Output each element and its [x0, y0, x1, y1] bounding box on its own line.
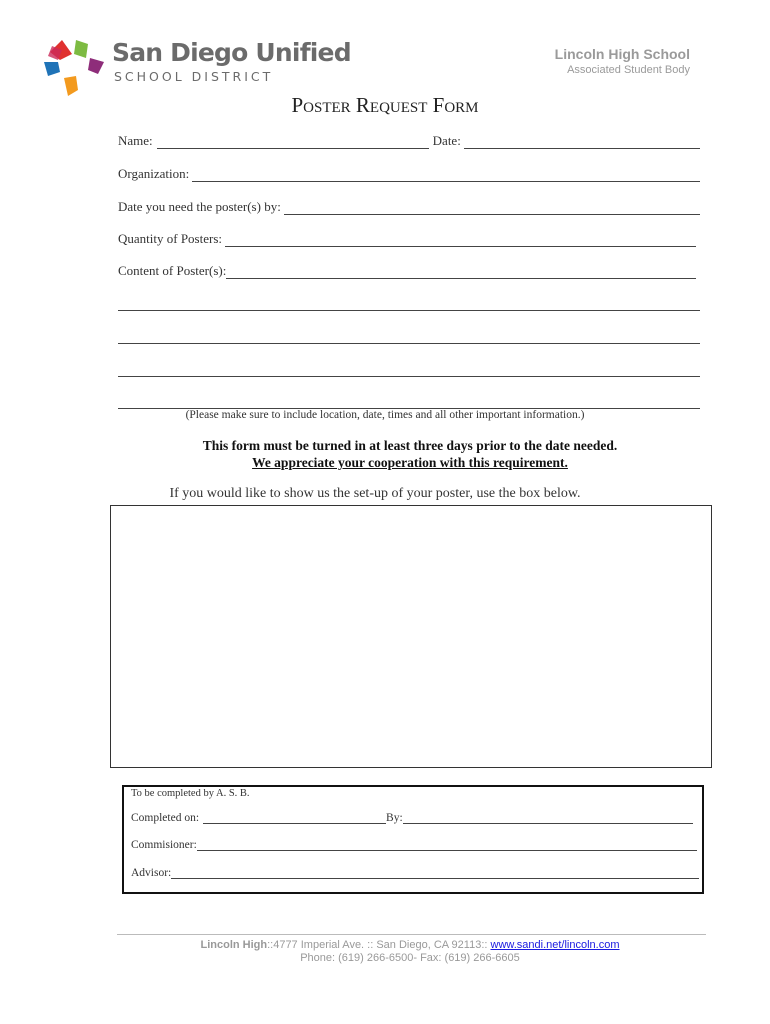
sketch-box-caption: If you would like to show us the set-up of your poster, use the box below. [169, 486, 581, 501]
deadline-warning: This form must be turned in at least three days prior to the date needed. [202, 438, 618, 453]
quantity-label: Quantity of Posters: [118, 231, 222, 246]
cooperation-note: We appreciate your cooperation with this requirement. [252, 455, 568, 470]
date-needed-label: Date you need the poster(s) by: [118, 199, 281, 214]
date-label: Date: [432, 133, 461, 148]
school-name: Lincoln High School [554, 46, 690, 62]
completed-on-field[interactable] [203, 812, 386, 824]
asb-heading: To be completed by A. S. B. [131, 788, 250, 799]
page-title: Poster Request Form [291, 93, 479, 117]
name-field[interactable] [157, 135, 429, 149]
name-date-row [118, 133, 700, 149]
commissioner-field[interactable] [197, 839, 697, 851]
district-name: San Diego Unified [112, 38, 351, 67]
date-field[interactable] [464, 135, 700, 149]
content-line-4[interactable] [118, 376, 700, 377]
by-field[interactable] [403, 812, 693, 824]
department-name: Associated Student Body [567, 64, 690, 76]
content-line-3[interactable] [118, 343, 700, 344]
footer-school: Lincoln High [200, 939, 268, 951]
by-label: By: [386, 812, 403, 824]
organization-field[interactable] [192, 168, 700, 182]
poster-sketch-box[interactable] [110, 505, 712, 768]
completed-on-label: Completed on: [131, 812, 200, 824]
date-needed-row [118, 199, 700, 215]
organization-label: Organization: [118, 166, 190, 181]
footer-address [0, 939, 770, 951]
commissioner-label: Commisioner: [131, 839, 197, 851]
advisor-row [131, 867, 699, 879]
district-subtitle: SCHOOL DISTRICT [114, 69, 274, 84]
organization-row [118, 166, 700, 182]
date-needed-field[interactable] [284, 201, 700, 215]
advisor-field[interactable] [171, 867, 699, 879]
content-line-2[interactable] [118, 310, 700, 311]
asb-heading-row [131, 788, 695, 799]
quantity-field[interactable] [225, 233, 696, 247]
content-label: Content of Poster(s): [118, 263, 227, 278]
footer-divider [117, 934, 706, 935]
content-row [118, 263, 696, 279]
instruction-note: (Please make sure to include location, date, times and all other important information.) [185, 409, 585, 421]
content-field[interactable] [226, 265, 696, 279]
commissioner-row [131, 839, 697, 851]
footer-phone-fax: Phone: (619) 266-6500- Fax: (619) 266-6605 [300, 952, 520, 964]
footer-street: ::4777 Imperial Ave. :: San Diego, CA 92113:: [267, 939, 488, 951]
name-label: Name: [118, 133, 153, 148]
completed-row [131, 812, 693, 824]
district-logo-icon [42, 36, 108, 100]
asb-section [122, 785, 704, 894]
footer-website-link[interactable]: www.sandi.net/lincoln.com [490, 939, 620, 951]
quantity-row [118, 231, 696, 247]
advisor-label: Advisor: [131, 867, 172, 879]
